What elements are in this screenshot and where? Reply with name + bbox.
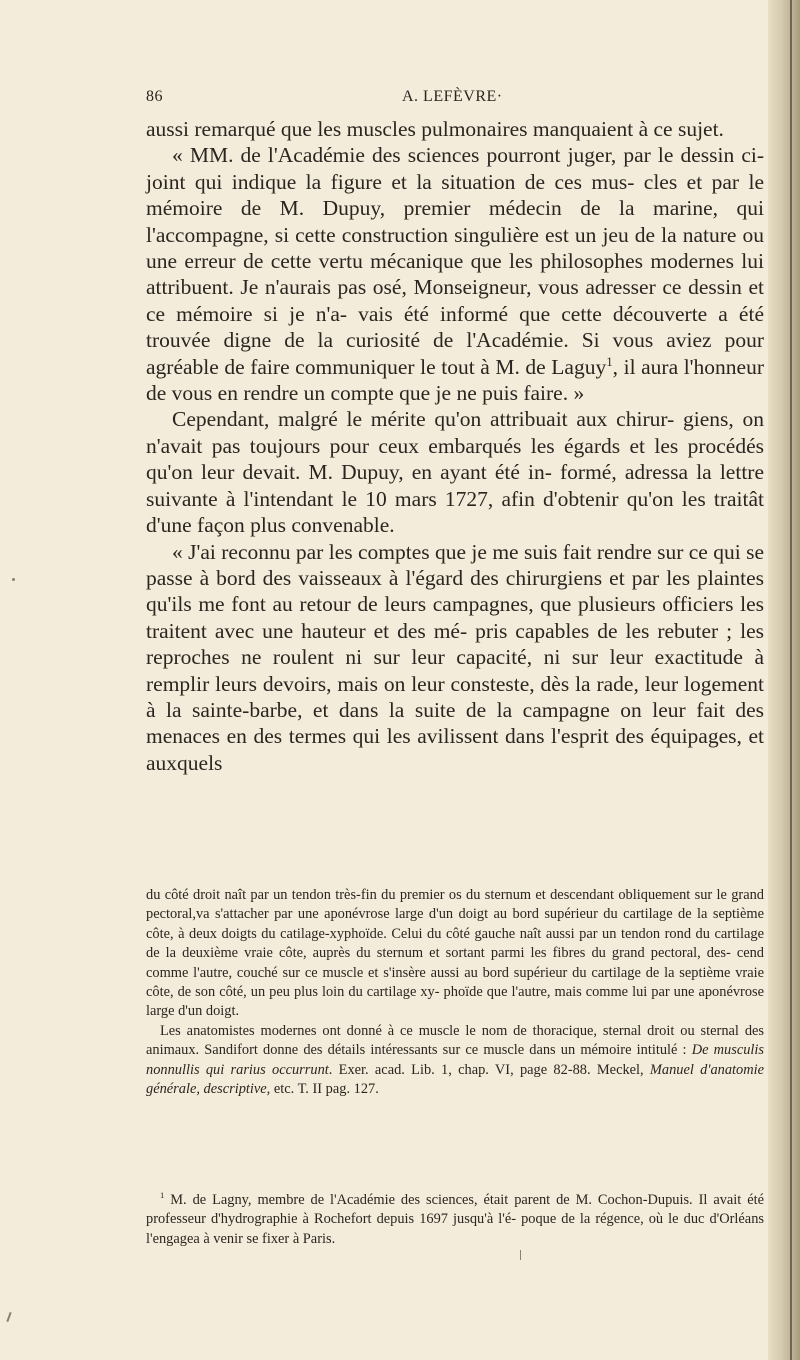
note-paragraph-2 [146, 1022, 764, 1100]
note-title-italic: De musculis nonnullis qui rarius occurrunt [146, 1042, 765, 1078]
note-paragraph-1: du côté droit naît par un tendon très-fin du premier os du sternum et descendant obliquement sur le grand pectoral,va s'attacher par une aponévrose large d'un doigt au bord supérieur du cartilage de la septième côte, à deux doigts du catilage-xyphoïde. Celui du côté gauche naît aussi par un tendon rond du cartilage de la deuxième vraie côte, auprès du sternum et sortant parmi les fibres du grand pectoral, des- cend comme l'autre, couché sur ce muscle et s'insère aussi au bord supérieur du cartilage de la septième vraie côte, de son côté, un peu plus loin du cartilage xy- phoïde que l'autre, mais comme lui par une aponévrose large d'un doigt. [146, 887, 764, 1020]
note-text-b: . Exer. acad. Lib. 1, chap. VI, page 82-88. Meckel, [328, 1061, 650, 1078]
margin-speck [520, 1250, 521, 1260]
main-text [146, 116, 764, 776]
paragraph-2-text-a: « MM. de l'Académie des sciences pourront juger, par le dessin ci-joint qui indique la figure et la situation de ces mus- cles et par le mémoire de M. Dupuy, premier médecin de la marine, qui l'accompagne, si cette construction singulière est un jeu de la nature ou une erreur de cette vertu mécanique que les philosophes modernes lui attribuent. Je n'aurais pas osé, Monseigneur, vous adresser ce dessin et ce mémoire si je n'a- vais été informé que cette découverte a été trouvée digne de la curiosité de l'Académie. Si vous aviez pour agréable de faire communiquer le tout à M. de Laguy [146, 143, 764, 379]
note-text-c: etc. T. II pag. 127. [270, 1081, 379, 1098]
page-edge [768, 0, 800, 1360]
footnote-text: M. de Lagny, membre de l'Académie des sciences, était parent de M. Cochon-Dupuis. Il avait été professeur d'hydrographie à Rochefort depuis 1697 jusqu'à l'é- poque de la régence, où le duc d'Orléans l'engagea à venir se fixer à Paris. [146, 1192, 764, 1247]
paragraph-4: « J'ai reconnu par les comptes que je me suis fait rendre sur ce qui se passe à bord des vaisseaux à l'égard des chirurgiens et par les plaintes qu'ils me font au retour de leurs campagnes, que plusieurs officiers les traitent avec une hauteur et des mé- pris capables de les rebuter ; les reproches ne roulent ni sur leur capacité, ni sur leur exactitude à remplir leurs devoirs, mais on leur consteste, dès la rade, leur logement à la sainte-barbe, et dans la suite de la campagne on leur fait des menaces en des termes qui les avilissent dans l'esprit des équipages, et auxquels [146, 539, 764, 775]
paragraph-3: Cependant, malgré le mérite qu'on attribuait aux chirur- giens, on n'avait pas toujours pour ceux embarqués les égards et les procédés qu'on leur devait. M. Dupuy, en ayant été in- formé, adressa la lettre suivante à l'intendant le 10 mars 1727, afin d'obtenir qu'on les traitât d'une façon plus convenable. [146, 407, 764, 538]
paragraph-1: aussi remarqué que les muscles pulmonaires manquaient à ce sujet. [146, 117, 724, 141]
running-title: A. LEFÈVRE· [402, 88, 503, 105]
note-text-a: Les anatomistes modernes ont donné à ce muscle le nom de thoracique, sternal droit ou sternal des animaux. Sandifort donne des détails intéressants sur ce muscle dans un mémoire intitulé : [146, 1022, 764, 1059]
footnote-marker: 1 [160, 1190, 165, 1201]
paragraph-2-text-b: , il aura l'honneur de vous en rendre un compte que je ne puis faire. » [146, 354, 764, 406]
continued-note [146, 886, 764, 1099]
paragraph-2 [146, 142, 764, 406]
footnote [146, 1191, 764, 1249]
margin-speck [6, 1312, 11, 1322]
page-number: 86 [146, 88, 163, 105]
margin-speck [12, 578, 15, 581]
page-header [146, 88, 764, 112]
binding-shadow [790, 0, 792, 1360]
note-title-italic-2: Manuel d'anatomie générale, descriptive, [146, 1061, 764, 1098]
footnote-reference: 1 [606, 354, 613, 369]
